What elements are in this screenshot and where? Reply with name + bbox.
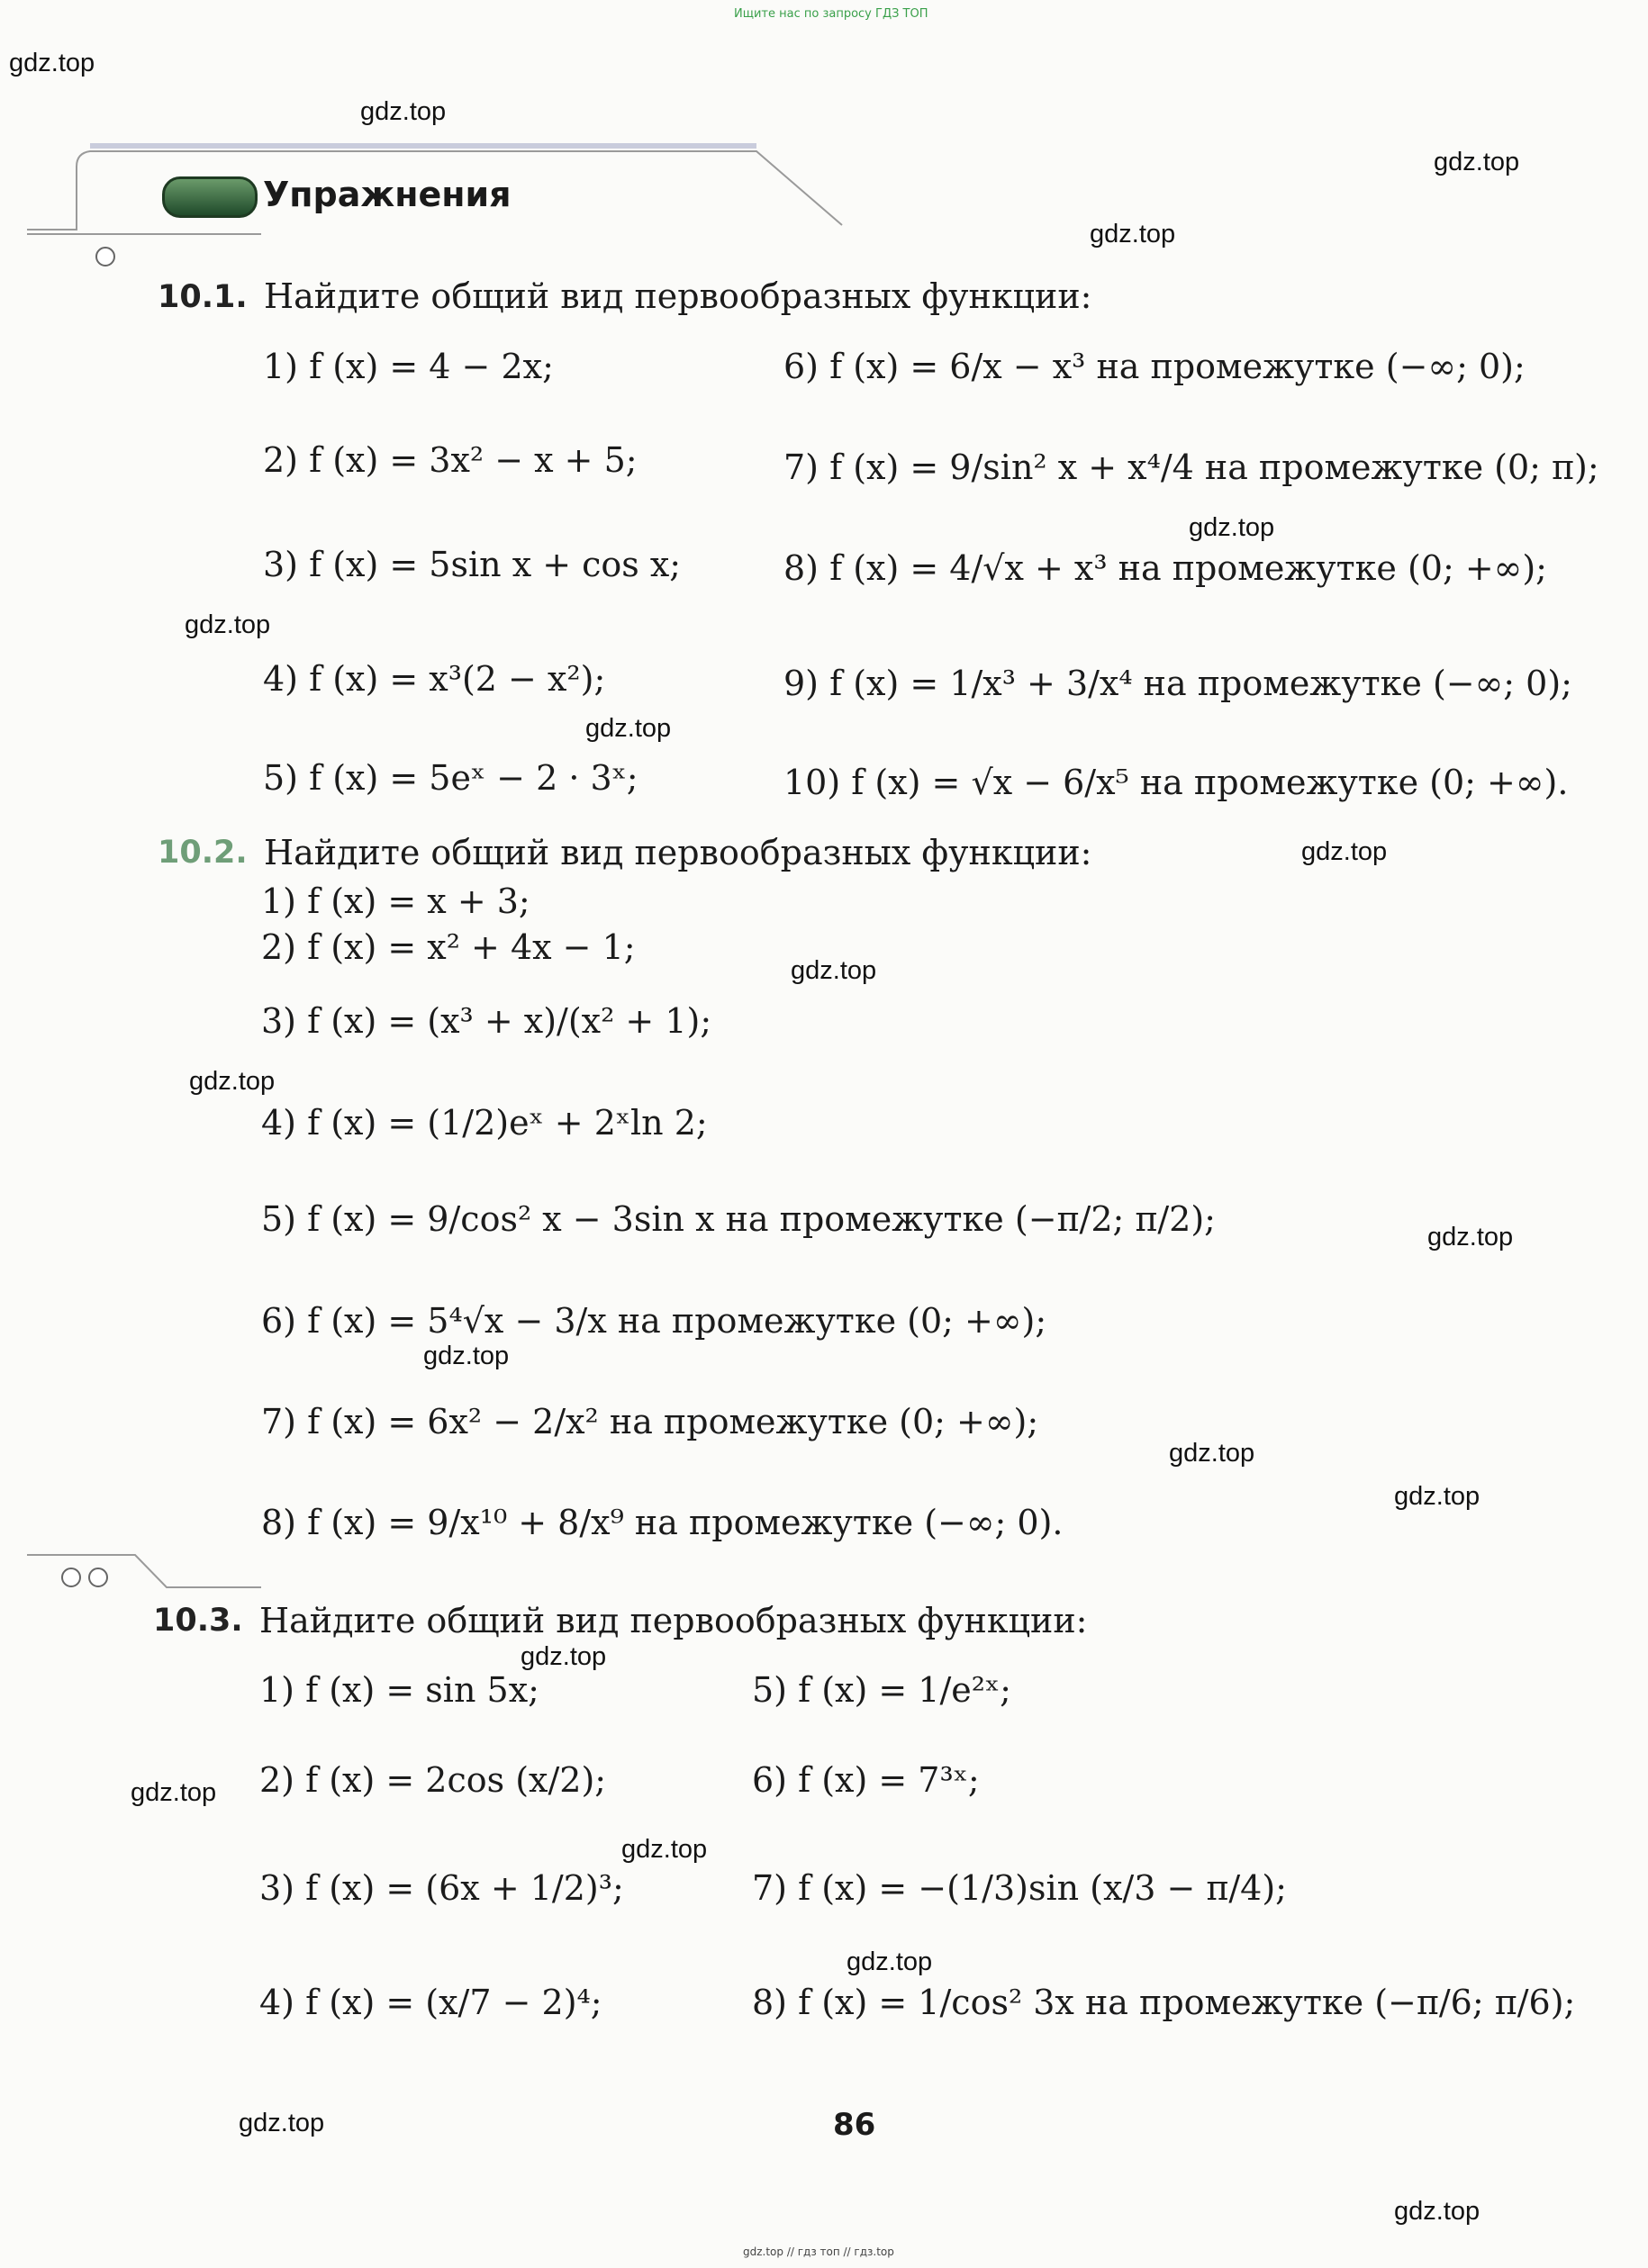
exercise-title: Найдите общий вид первообразных функции: — [259, 1601, 1088, 1640]
watermark: gdz.top — [1090, 220, 1176, 248]
task-item: 3) f (x) = (x³ + x)/(x² + 1); — [261, 1001, 712, 1041]
task-item: 4) f (x) = (1/2)eˣ + 2ˣln 2; — [261, 1103, 708, 1143]
bottom-note: gdz.top // гдз топ // гдз.top — [743, 2245, 894, 2258]
task-item: 8) f (x) = 9/x¹⁰ + 8/x⁹ на промежутке (−∞; 0). — [261, 1503, 1064, 1542]
task-item: 2) f (x) = 2cos (x/2); — [259, 1760, 607, 1800]
watermark: gdz.top — [521, 1642, 607, 1671]
section-header — [0, 135, 865, 270]
exercise-number: 10.2. — [158, 835, 248, 871]
watermark: gdz.top — [239, 2109, 325, 2137]
task-item: 3) f (x) = 5sin x + cos x; — [263, 545, 682, 584]
watermark: gdz.top — [1434, 148, 1520, 176]
watermark: gdz.top — [131, 1778, 217, 1807]
exercise-number: 10.3. — [153, 1603, 243, 1639]
task-item: 8) f (x) = 1/cos² 3x на промежутке (−π/6; π/6); — [752, 1983, 1576, 2022]
watermark: gdz.top — [1169, 1439, 1255, 1468]
watermark: gdz.top — [847, 1947, 933, 1976]
top-note: Ищите нас по запросу ГДЗ ТОП — [734, 7, 928, 21]
task-item: 2) f (x) = x² + 4x − 1; — [261, 927, 636, 967]
watermark: gdz.top — [1394, 1482, 1480, 1511]
watermark: gdz.top — [791, 956, 877, 985]
task-item: 6) f (x) = 5⁴√x − 3/x на промежутке (0; +∞); — [261, 1301, 1047, 1341]
section-badge-icon — [162, 176, 258, 218]
header-circle-icon — [95, 247, 115, 267]
task-item: 2) f (x) = 3x² − x + 5; — [263, 440, 638, 480]
task-item: 6) f (x) = 7³ˣ; — [752, 1760, 980, 1800]
task-item: 5) f (x) = 1/e²ˣ; — [752, 1670, 1011, 1710]
task-item: 9) f (x) = 1/x³ + 3/x⁴ на промежутке (−∞; 0); — [783, 664, 1572, 703]
watermark: gdz.top — [621, 1835, 708, 1864]
exercise-number: 10.1. — [158, 279, 248, 315]
watermark: gdz.top — [1301, 837, 1388, 866]
watermark: gdz.top — [1427, 1223, 1514, 1251]
task-item: 3) f (x) = (6x + 1/2)³; — [259, 1868, 624, 1908]
task-item: 6) f (x) = 6/x − x³ на промежутке (−∞; 0); — [783, 347, 1526, 386]
task-item: 10) f (x) = √x − 6/x⁵ на промежутке (0; +∞). — [783, 763, 1569, 802]
watermark: gdz.top — [360, 97, 447, 126]
watermark: gdz.top — [1394, 2197, 1480, 2226]
task-item: 1) f (x) = sin 5x; — [259, 1670, 539, 1710]
exercise-title: Найдите общий вид первообразных функции: — [264, 833, 1092, 872]
watermark: gdz.top — [189, 1067, 276, 1096]
exercise-title: Найдите общий вид первообразных функции: — [264, 276, 1092, 316]
task-item: 7) f (x) = −(1/3)sin (x/3 − π/4); — [752, 1868, 1287, 1908]
section-divider — [27, 1553, 261, 1602]
watermark: gdz.top — [185, 610, 271, 639]
task-item: 5) f (x) = 9/cos² x − 3sin x на промежутке (−π/2; π/2); — [261, 1199, 1216, 1239]
page-number: 86 — [833, 2107, 876, 2143]
task-item: 1) f (x) = 4 − 2x; — [263, 347, 554, 386]
task-item: 7) f (x) = 6x² − 2/x² на промежутке (0; +∞); — [261, 1402, 1039, 1441]
task-item: 7) f (x) = 9/sin² x + x⁴/4 на промежутке (0; π); — [783, 447, 1599, 487]
divider-circle-icon — [88, 1568, 108, 1587]
section-title: Упражнения — [263, 175, 512, 214]
divider-circle-icon — [61, 1568, 81, 1587]
task-item: 8) f (x) = 4/√x + x³ на промежутке (0; +∞); — [783, 548, 1547, 588]
task-item: 1) f (x) = x + 3; — [261, 881, 530, 921]
watermark: gdz.top — [9, 49, 95, 77]
watermark: gdz.top — [585, 714, 672, 743]
task-item: 4) f (x) = x³(2 − x²); — [263, 659, 606, 699]
task-item: 4) f (x) = (x/7 − 2)⁴; — [259, 1983, 602, 2022]
watermark: gdz.top — [423, 1342, 510, 1370]
task-item: 5) f (x) = 5eˣ − 2 · 3ˣ; — [263, 758, 638, 798]
watermark: gdz.top — [1189, 513, 1275, 542]
